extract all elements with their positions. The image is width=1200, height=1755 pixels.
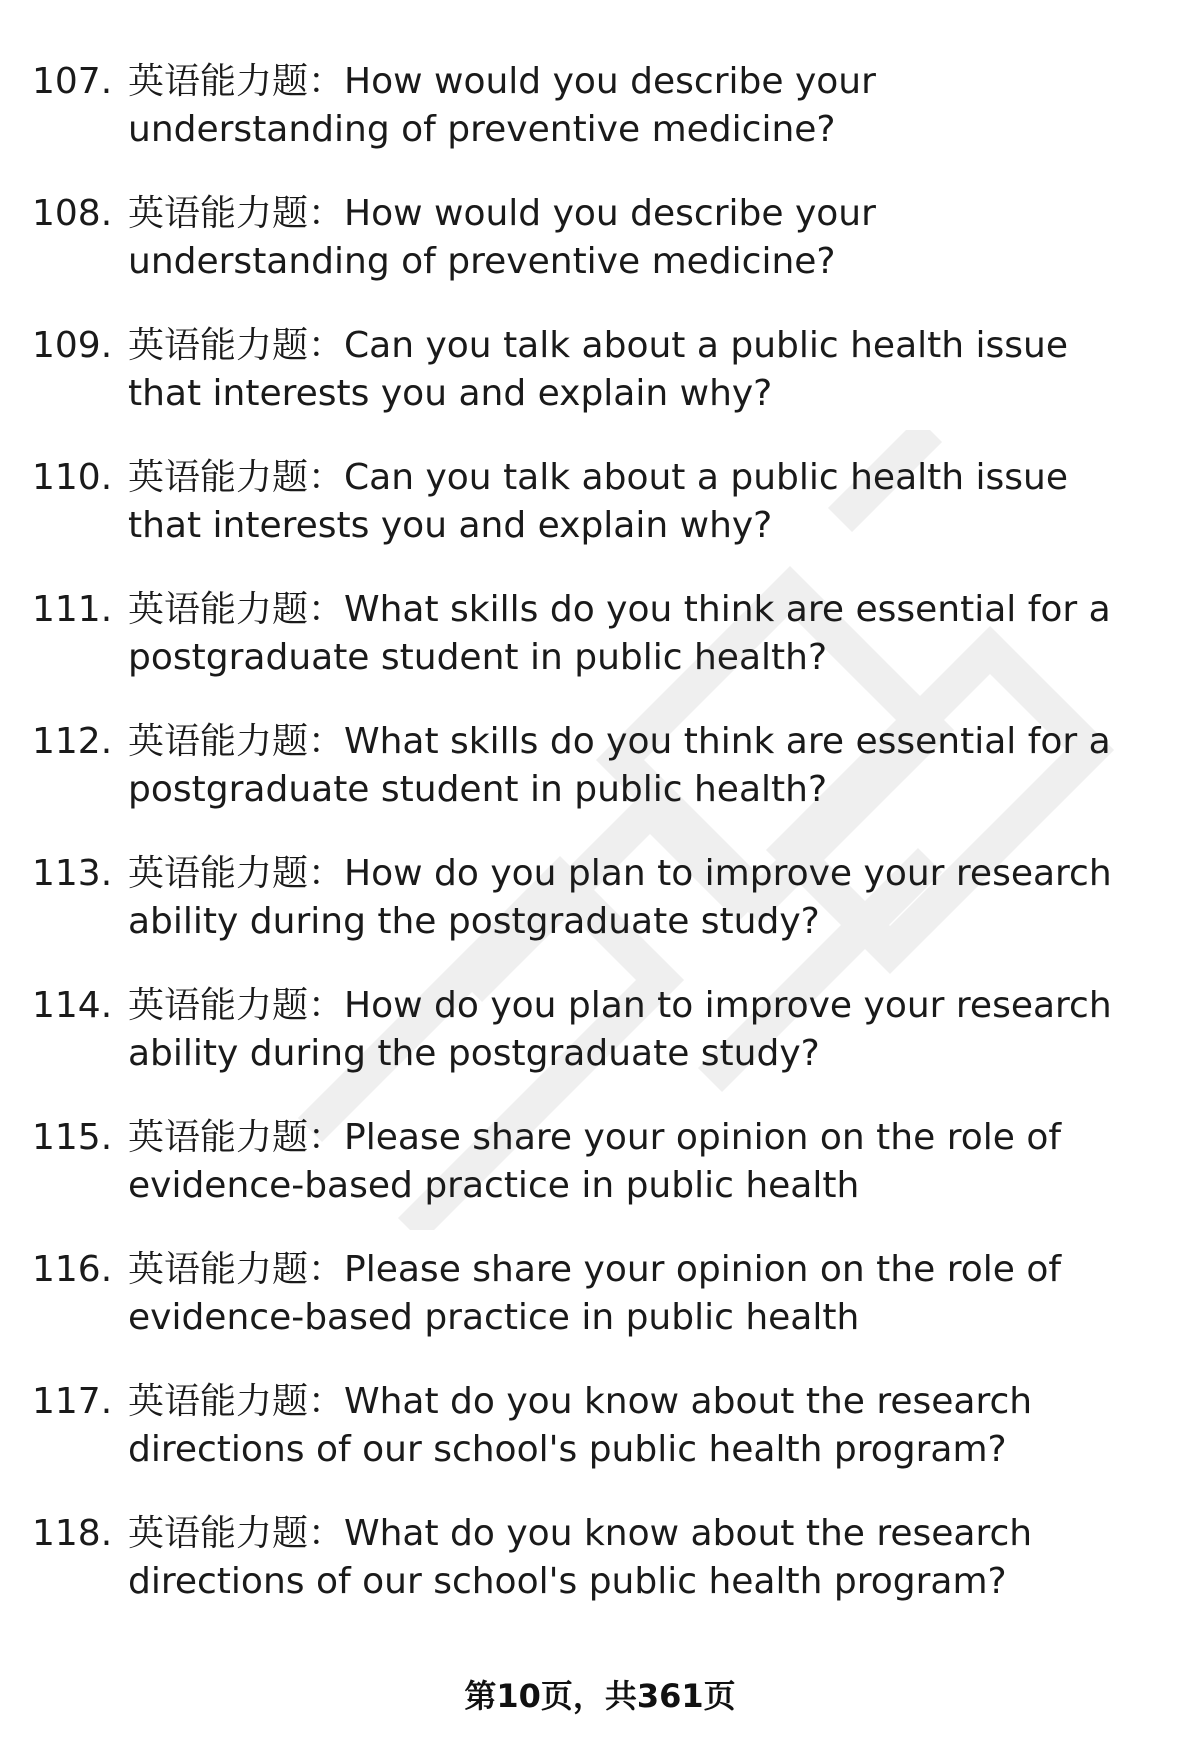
question-text: How do you plan to improve your research ability during the postgraduate study? xyxy=(128,985,1112,1074)
question-text: What do you know about the research directions of our school's public health program? xyxy=(128,1381,1033,1470)
question-number: 115. xyxy=(32,1117,113,1158)
question-category: 英语能力题： xyxy=(128,193,345,234)
question-body xyxy=(128,190,1138,286)
question-number: 116. xyxy=(32,1249,113,1290)
question-text: Please share your opinion on the role of evidence-based practice in public health xyxy=(128,1117,1062,1206)
question-item-109 xyxy=(32,322,1152,454)
question-body xyxy=(128,322,1138,418)
question-number: 107. xyxy=(32,61,113,102)
question-category: 英语能力题： xyxy=(128,1513,345,1554)
page-number-footer: 第10页，共361页 xyxy=(464,1677,736,1715)
question-item-107 xyxy=(32,58,1152,190)
question-number: 118. xyxy=(32,1513,113,1554)
question-item-108 xyxy=(32,190,1152,322)
question-item-112 xyxy=(32,718,1152,850)
question-category: 英语能力题： xyxy=(128,457,345,498)
question-category: 英语能力题： xyxy=(128,325,345,366)
question-text: Can you talk about a public health issue that interests you and explain why? xyxy=(128,325,1068,414)
question-number: 109. xyxy=(32,325,113,366)
question-item-113 xyxy=(32,850,1152,982)
question-list xyxy=(32,58,1152,1642)
question-item-114 xyxy=(32,982,1152,1114)
question-item-117 xyxy=(32,1378,1152,1510)
question-category: 英语能力题： xyxy=(128,61,345,102)
question-body xyxy=(128,1510,1138,1606)
question-item-111 xyxy=(32,586,1152,718)
question-body xyxy=(128,454,1138,550)
question-number: 112. xyxy=(32,721,113,762)
question-text: What skills do you think are essential for a postgraduate student in public health? xyxy=(128,721,1111,810)
question-number: 114. xyxy=(32,985,113,1026)
question-text: What skills do you think are essential for a postgraduate student in public health? xyxy=(128,589,1111,678)
question-text: How would you describe your understanding of preventive medicine? xyxy=(128,193,876,282)
question-text: How would you describe your understanding of preventive medicine? xyxy=(128,61,876,150)
question-body xyxy=(128,850,1138,946)
question-item-118 xyxy=(32,1510,1152,1642)
question-body xyxy=(128,1246,1138,1342)
question-body xyxy=(128,586,1138,682)
question-text: Can you talk about a public health issue that interests you and explain why? xyxy=(128,457,1068,546)
question-item-115 xyxy=(32,1114,1152,1246)
question-text: Please share your opinion on the role of evidence-based practice in public health xyxy=(128,1249,1062,1338)
question-body xyxy=(128,718,1138,814)
question-body xyxy=(128,1114,1138,1210)
question-body xyxy=(128,58,1138,154)
question-number: 108. xyxy=(32,193,113,234)
question-category: 英语能力题： xyxy=(128,589,345,630)
question-body xyxy=(128,1378,1138,1474)
question-text: What do you know about the research directions of our school's public health program? xyxy=(128,1513,1033,1602)
question-text: How do you plan to improve your research ability during the postgraduate study? xyxy=(128,853,1112,942)
question-item-116 xyxy=(32,1246,1152,1378)
question-category: 英语能力题： xyxy=(128,853,345,894)
question-body xyxy=(128,982,1138,1078)
question-number: 113. xyxy=(32,853,113,894)
question-category: 英语能力题： xyxy=(128,985,345,1026)
question-category: 英语能力题： xyxy=(128,1381,345,1422)
question-number: 111. xyxy=(32,589,113,630)
question-number: 110. xyxy=(32,457,113,498)
question-item-110 xyxy=(32,454,1152,586)
question-category: 英语能力题： xyxy=(128,1249,345,1290)
question-category: 英语能力题： xyxy=(128,1117,345,1158)
question-number: 117. xyxy=(32,1381,113,1422)
question-category: 英语能力题： xyxy=(128,721,345,762)
